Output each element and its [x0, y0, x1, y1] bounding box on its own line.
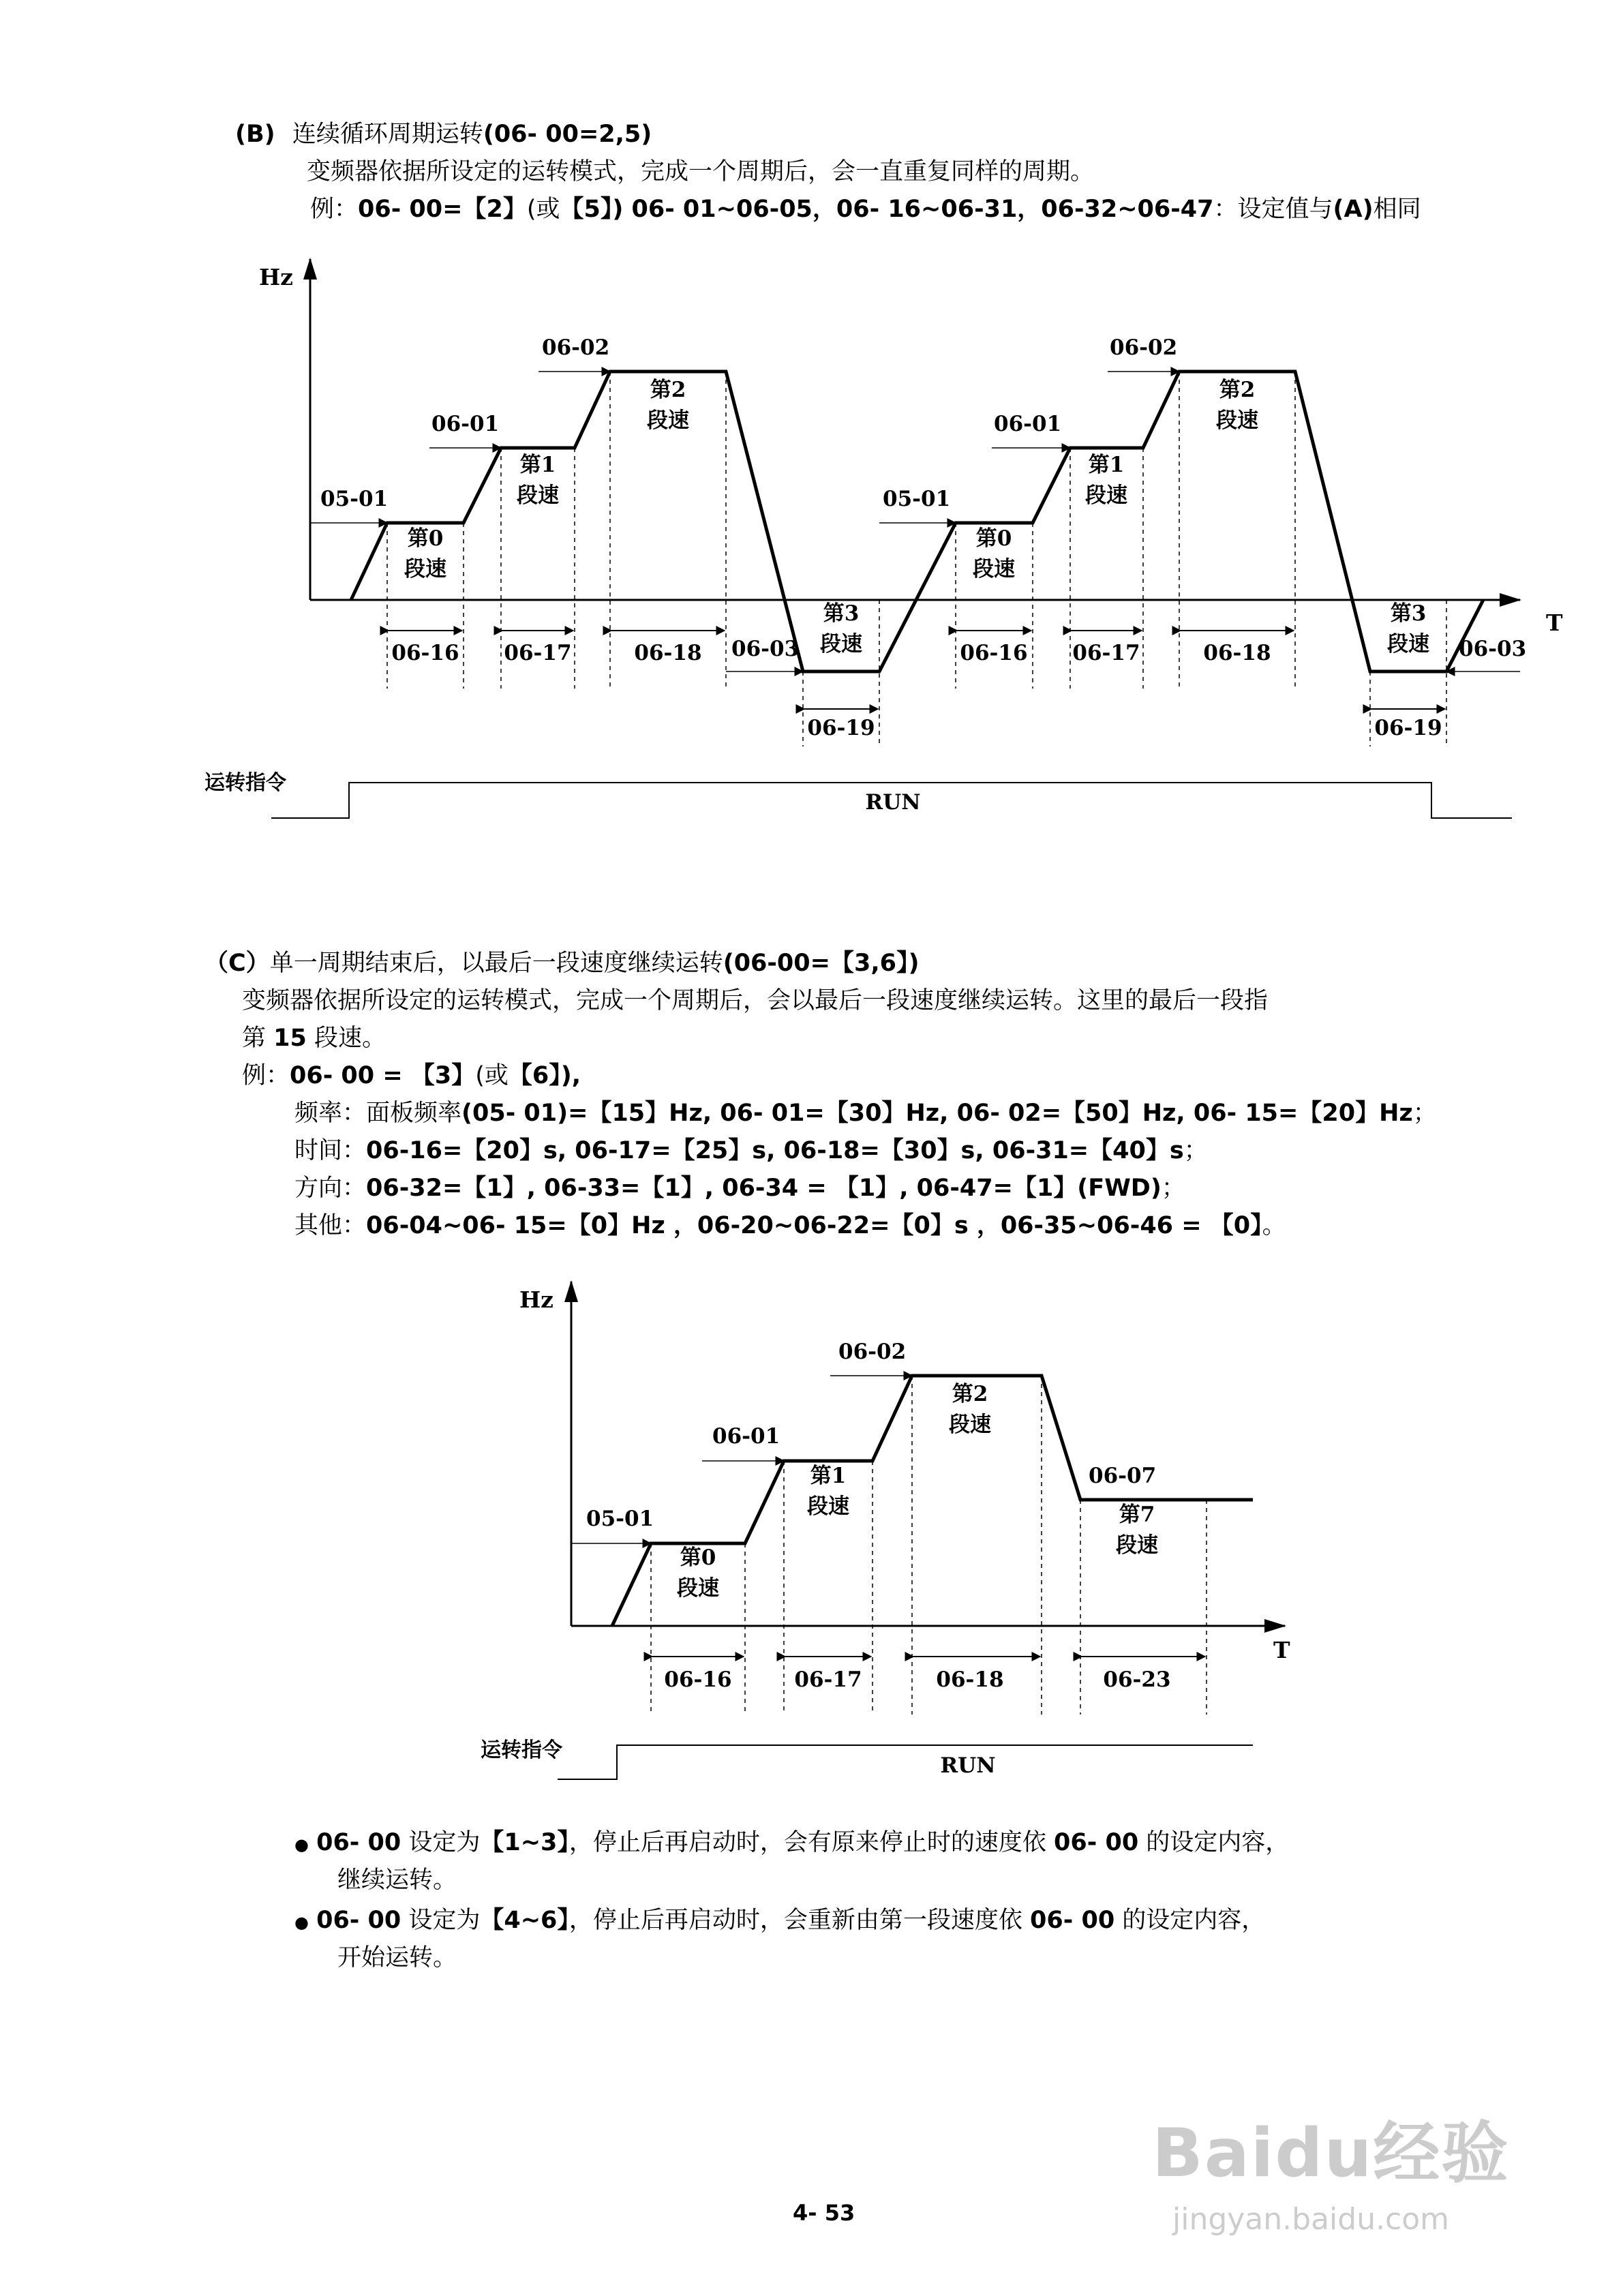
text-run: (或 — [475, 1062, 509, 1089]
section-b-title-code: (06- 00=2,5) — [483, 121, 652, 148]
text-run: 06- 00 = 【3】 — [290, 1062, 476, 1089]
time-label: 06-18 — [634, 641, 702, 665]
run-signal — [558, 1745, 1253, 1779]
segment-label: 第7 — [1119, 1502, 1155, 1527]
section-c-title-text: 单一周期结束后，以最后一段速度继续运转 — [269, 950, 723, 977]
segment-label: 段速 — [973, 557, 1015, 581]
text-run: (或 — [526, 196, 560, 223]
section-b-prefix: (B) — [235, 121, 275, 148]
segment-label: 第0 — [975, 526, 1012, 551]
section-c-prefix: （C） — [204, 950, 270, 977]
text-run: 06- 00=【2】 — [358, 196, 527, 223]
bullet-code: 06- 00 — [316, 1829, 401, 1856]
x-axis-arrow-icon — [1264, 1619, 1286, 1633]
freq-label: 06-02 — [542, 335, 610, 360]
segment-label: 第2 — [650, 378, 686, 402]
time-label: 06-16 — [391, 641, 459, 665]
freq-label: 06-03 — [1459, 637, 1527, 661]
page-number: 4- 53 — [793, 2200, 855, 2226]
text-run: 例： — [310, 196, 359, 223]
bullet-dot-icon: ● — [294, 1913, 309, 1932]
time-label: 06-17 — [1072, 641, 1140, 665]
y-axis-label: Hz — [259, 264, 293, 290]
x-axis-label: T — [1273, 1637, 1290, 1663]
segment-label: 段速 — [1116, 1533, 1158, 1558]
text-run: 。 — [1262, 1212, 1286, 1239]
text-run: 时间： — [294, 1137, 367, 1164]
bullet-2-line-2: 开始运转。 — [337, 1944, 457, 1972]
freq-label: 05-01 — [320, 487, 389, 511]
time-label: 06-18 — [1203, 641, 1271, 665]
time-label: 06-18 — [936, 1667, 1004, 1692]
bullet-value: 【1~3】 — [480, 1829, 569, 1856]
segment-label: 段速 — [807, 1494, 849, 1519]
segment-label: 段速 — [1387, 632, 1429, 656]
run-label: RUN — [865, 790, 921, 815]
text-run: 【6】), — [508, 1062, 581, 1089]
freq-label: 06-03 — [731, 637, 800, 661]
text-run: ：设定值与 — [1213, 196, 1333, 223]
segment-label: 第3 — [1390, 601, 1427, 626]
x-axis-label: T — [1546, 609, 1563, 636]
text-run: ； — [1183, 1137, 1208, 1164]
segment-label: 段速 — [949, 1413, 991, 1437]
text-run: 06-32=【1】, 06-33=【1】, 06-34 = 【1】, 06-47=【1】(FWD) — [366, 1175, 1162, 1202]
segment-label: 段速 — [1085, 483, 1127, 508]
text-run: ； — [1412, 1100, 1437, 1127]
freq-label: 06-07 — [1089, 1464, 1157, 1488]
section-b-description: 变频器依据所设定的运转模式，完成一个周期后，会一直重复同样的周期。 — [307, 158, 1095, 185]
text-run: 06-04~06- 15=【0】Hz ，06-20~06-22=【0】s ，06-35~06-46 = 【0】 — [366, 1212, 1262, 1239]
segment-label: 第1 — [519, 453, 556, 477]
text-run: (A) — [1333, 196, 1374, 223]
freq-label: 06-01 — [712, 1424, 780, 1449]
section-b-title-text: 连续循环周期运转 — [292, 121, 483, 148]
segment-label: 第2 — [1219, 378, 1256, 402]
text-run: (05- 01)=【15】Hz, 06- 01=【30】Hz, 06- 02=【50】Hz, 06- 15=【20】Hz — [461, 1100, 1413, 1127]
segment-label: 第3 — [823, 601, 860, 626]
time-label: 06-19 — [1374, 716, 1442, 740]
bullet-text: 的设定内容， — [1138, 1829, 1290, 1856]
bullet-code: 06- 00 — [316, 1907, 401, 1934]
section-c-title-code: (06-00=【3,6】) — [723, 950, 920, 977]
bullet-text: ，停止后再启动时，会有原来停止时的速度依 — [568, 1829, 1055, 1856]
time-label: 06-16 — [960, 641, 1028, 665]
time-label: 06-17 — [794, 1667, 862, 1692]
bullet-text: 设定为 — [401, 1829, 481, 1856]
text-run: 相同 — [1373, 196, 1421, 223]
time-label: 06-19 — [807, 716, 875, 740]
text-run: 例： — [242, 1062, 290, 1089]
bullet-text: ，停止后再启动时，会重新由第一段速度依 — [568, 1907, 1031, 1934]
bullet-1 — [294, 1831, 1289, 1855]
text-run: 【5】) 06- 01~06-05，06- 16~06-31，06-32~06-47 — [560, 196, 1214, 223]
y-axis-arrow-icon — [564, 1280, 578, 1302]
bullet-text: 的设定内容， — [1114, 1907, 1266, 1934]
watermark-url: jingyan.baidu.com — [1172, 2202, 1450, 2237]
text-run: 其他： — [294, 1212, 367, 1239]
y-axis-label: Hz — [519, 1286, 553, 1313]
bullet-dot-icon: ● — [294, 1835, 309, 1854]
segment-label: 第0 — [680, 1545, 716, 1570]
run-command-label: 运转指令 — [204, 771, 286, 795]
desc2-b: 15 — [273, 1025, 307, 1052]
segment-label: 第1 — [1088, 453, 1125, 477]
bullet-text: 设定为 — [401, 1907, 481, 1934]
time-label: 06-17 — [504, 641, 572, 665]
segment-label: 第2 — [952, 1382, 988, 1406]
time-label: 06-23 — [1103, 1667, 1171, 1692]
text-run: ； — [1161, 1175, 1185, 1202]
freq-label: 06-01 — [431, 412, 500, 436]
section-c-description-1: 变频器依据所设定的运转模式，完成一个周期后，会以最后一段速度继续运转。这里的最后一段指 — [242, 987, 1269, 1014]
text-run: 频率：面板频率 — [294, 1100, 462, 1127]
bullet-code: 06- 00 — [1054, 1829, 1139, 1856]
segment-label: 段速 — [1216, 408, 1258, 433]
desc2-c: 段速。 — [314, 1025, 386, 1052]
freq-label: 06-02 — [1110, 335, 1178, 360]
bullet-code: 06- 00 — [1030, 1907, 1115, 1934]
run-command-label: 运转指令 — [481, 1738, 562, 1762]
watermark-logo: Baidu经验 — [1152, 2115, 1510, 2192]
segment-label: 段速 — [647, 408, 689, 433]
segment-label: 段速 — [404, 557, 446, 581]
run-label: RUN — [940, 1753, 996, 1778]
freq-label: 06-01 — [994, 412, 1062, 436]
bullet-1-line-2: 继续运转。 — [337, 1867, 457, 1894]
freq-label: 06-02 — [838, 1340, 907, 1364]
text-run: 06-16=【20】s, 06-17=【25】s, 06-18=【30】s, 06-31=【40】s — [366, 1137, 1184, 1164]
segment-label: 段速 — [517, 483, 559, 508]
desc2-a: 第 — [242, 1025, 267, 1052]
segment-label: 第1 — [810, 1464, 847, 1488]
bullet-value: 【4~6】 — [480, 1907, 569, 1934]
text-run: 方向： — [294, 1175, 367, 1202]
freq-label: 05-01 — [586, 1507, 654, 1531]
segment-label: 第0 — [407, 526, 444, 551]
time-label: 06-16 — [664, 1667, 732, 1692]
bullet-2 — [294, 1909, 1265, 1933]
segment-label: 段速 — [677, 1576, 719, 1601]
freq-label: 05-01 — [883, 487, 951, 511]
segment-label: 段速 — [820, 632, 862, 656]
